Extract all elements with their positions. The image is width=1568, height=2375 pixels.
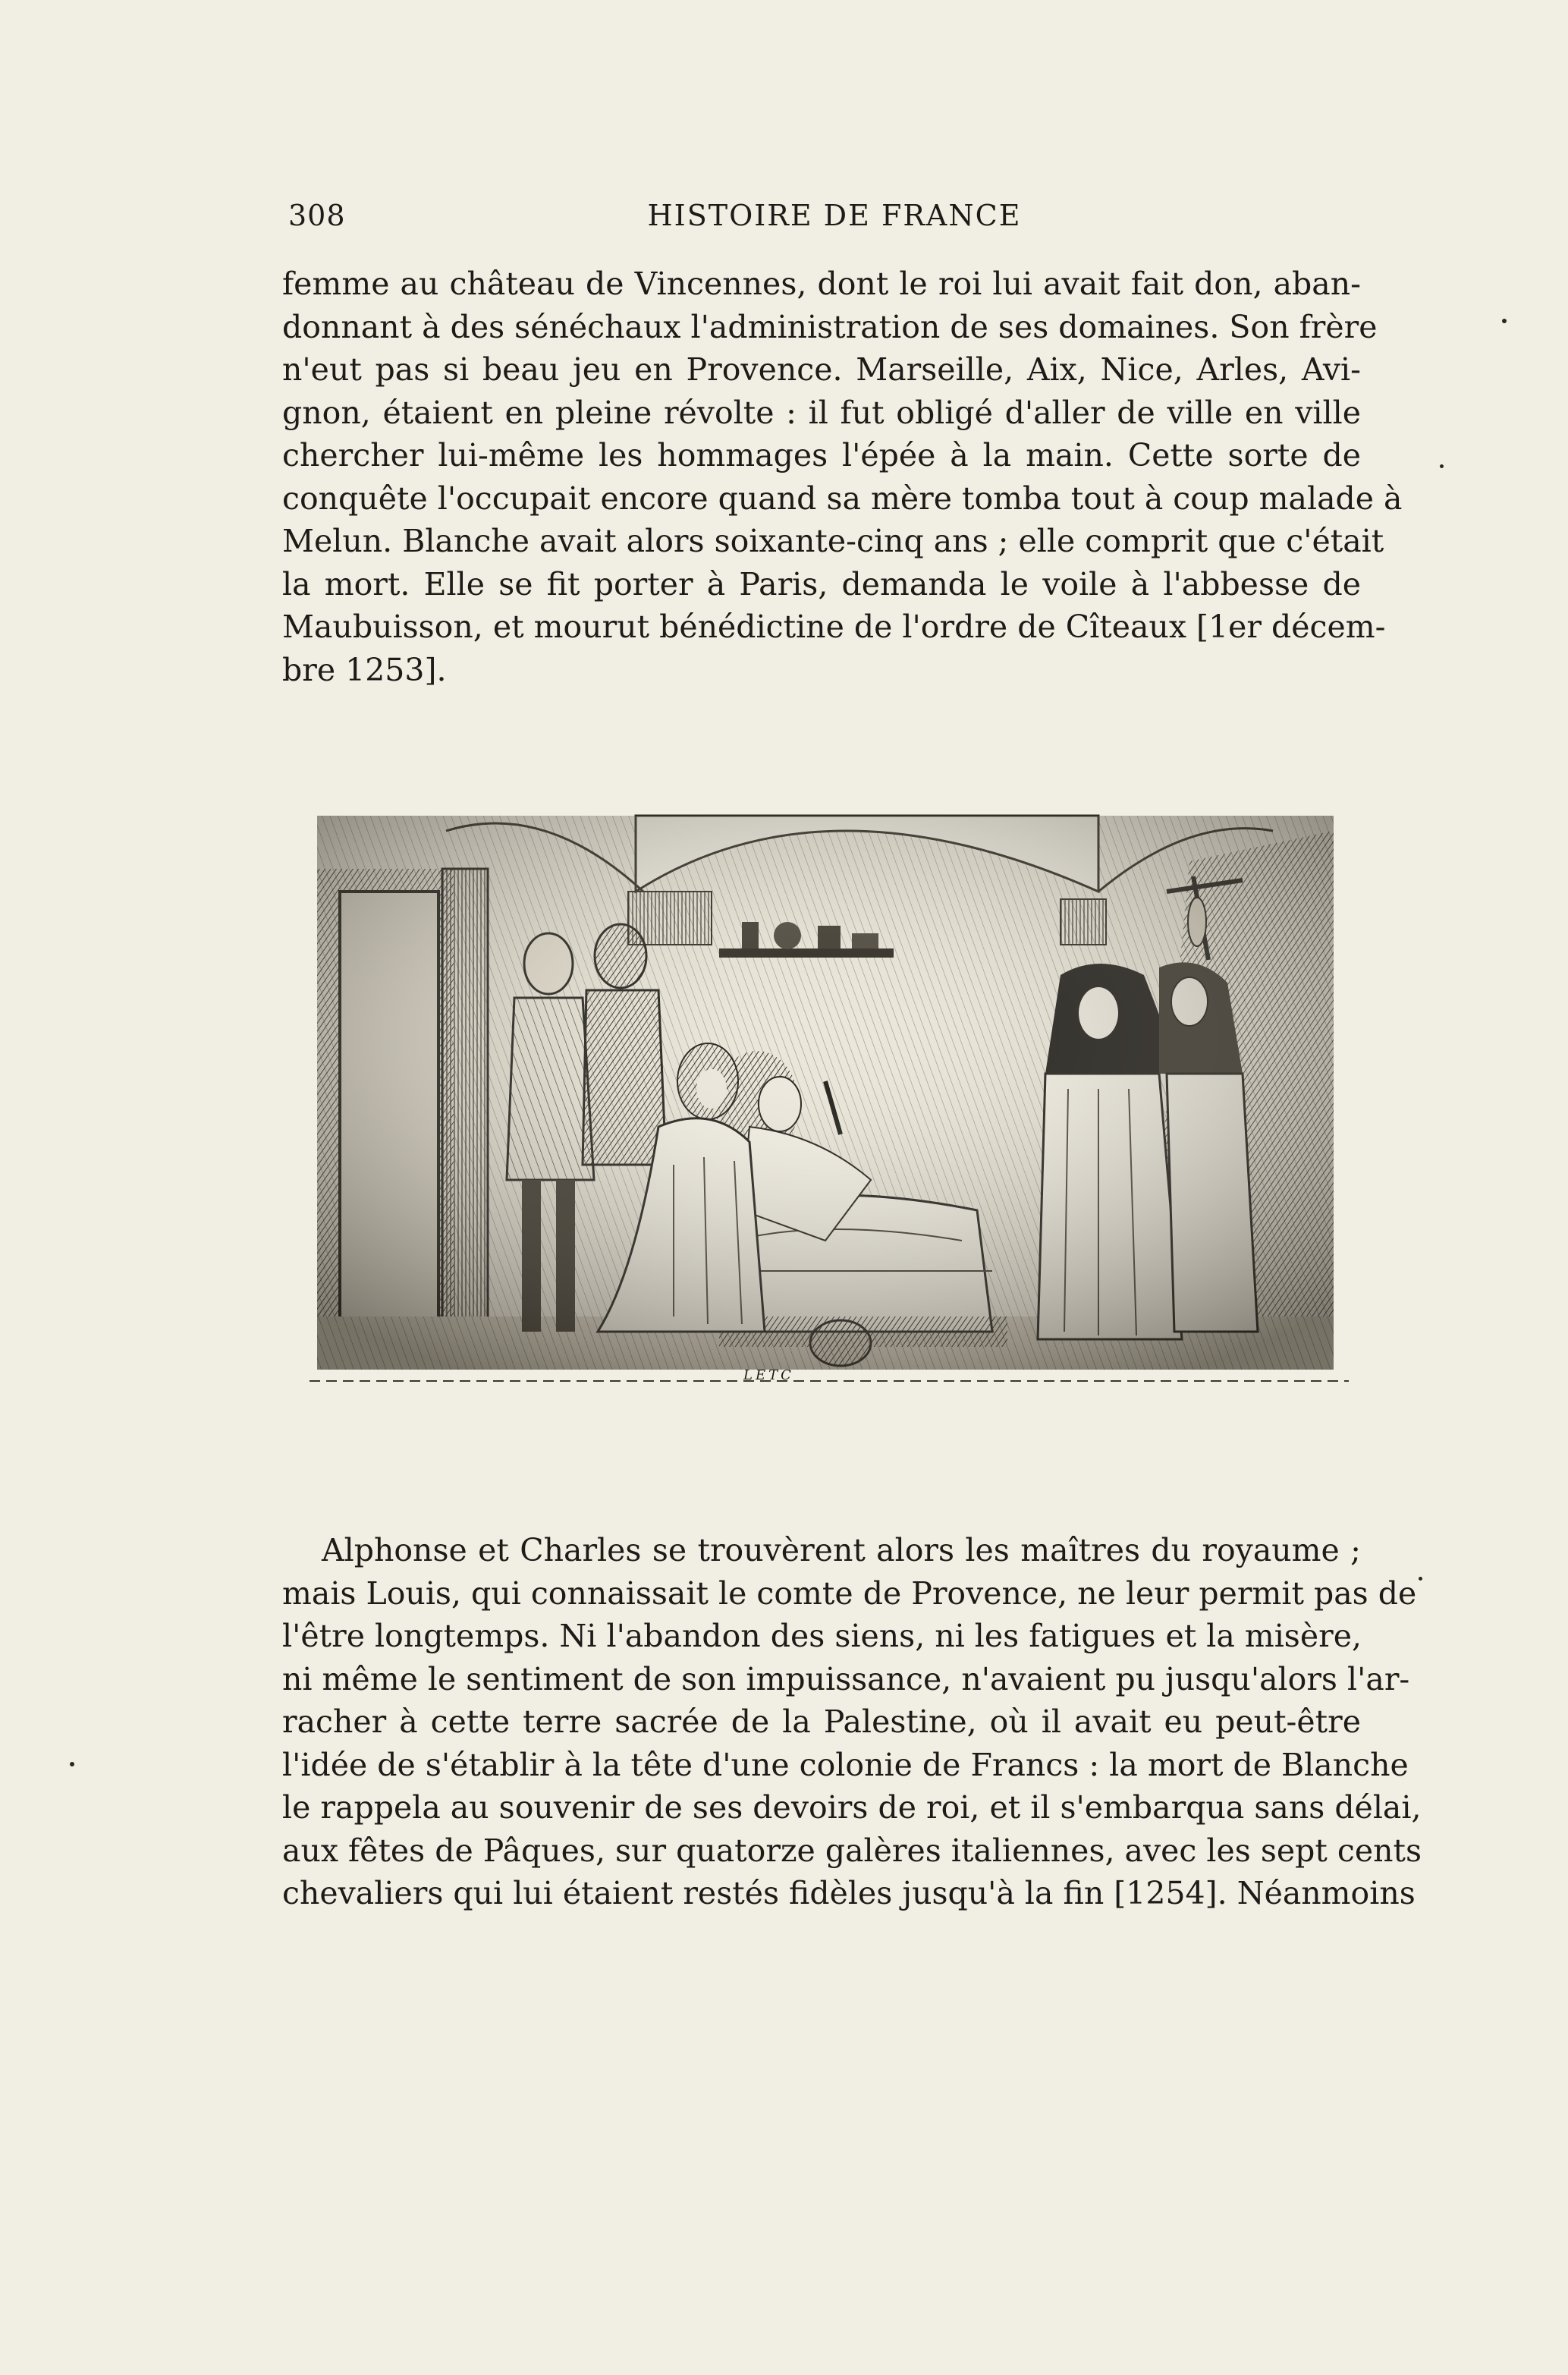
text-line: bre 1253]. [282,651,447,688]
engraving-scene [294,785,1362,1406]
text-line: n'eut pas si beau jeu en Provence. Marseille, Aix, Nice, Arles, Avi- [282,351,1361,388]
text-line: femme au château de Vincennes, dont le roi lui avait fait don, aban- [282,266,1361,302]
text-line: Melun. Blanche avait alors soixante-cinq ans ; elle comprit que c'était [282,523,1384,559]
text-line: le rappela au souvenir de ses devoirs de roi, et il s'embarqua sans délai, [282,1789,1422,1826]
text-line: donnant à des sénéchaux l'administration de ses domaines. Son frère [282,308,1378,345]
text-line: l'être longtemps. Ni l'abandon des siens, ni les fatigues et la misère, [282,1618,1362,1654]
paragraph-2 [282,1529,1422,1915]
text-line: ni même le sentiment de son impuissance, n'avaient pu jusqu'alors l'ar- [282,1660,1410,1697]
text-line: gnon, étaient en pleine révolte : il fut obligé d'aller de ville en ville [282,394,1361,431]
paper-speck [1502,319,1507,323]
text-line: chevaliers qui lui étaient restés fidèles jusqu'à la fin [1254]. Néanmoins [282,1875,1416,1911]
page-number: 308 [288,199,346,232]
paper-speck [70,1762,74,1766]
text-line: conquête l'occupait encore quand sa mère tomba tout à coup malade à [282,480,1403,517]
text-line: racher à cette terre sacrée de la Palestine, où il avait eu peut-être [282,1703,1361,1740]
text-line: mais Louis, qui connaissait le comte de Provence, ne leur permit pas de [282,1574,1417,1612]
text-line: Alphonse et Charles se trouvèrent alors les maîtres du royaume ; [322,1532,1361,1568]
running-title: HISTOIRE DE FRANCE [647,199,1022,232]
paragraph-1 [282,263,1403,691]
text-line: chercher lui-même les hommages l'épée à la main. Cette sorte de [282,437,1361,473]
paper-speck [1419,1577,1422,1581]
engraving-illustration [294,785,1362,1406]
text-line: aux fêtes de Pâques, sur quatorze galères italiennes, avec les sept cents [282,1832,1422,1869]
engraver-signature: LETC [743,1367,794,1383]
paper-speck [1440,464,1444,468]
text-line: l'idée de s'établir à la tête d'une colonie de Francs : la mort de Blanche [282,1746,1409,1783]
page-header [288,199,1381,244]
text-line: Maubuisson, et mourut bénédictine de l'ordre de Cîteaux [1er décem- [282,609,1386,645]
text-line: la mort. Elle se fit porter à Paris, demanda le voile à l'abbesse de [282,565,1361,602]
